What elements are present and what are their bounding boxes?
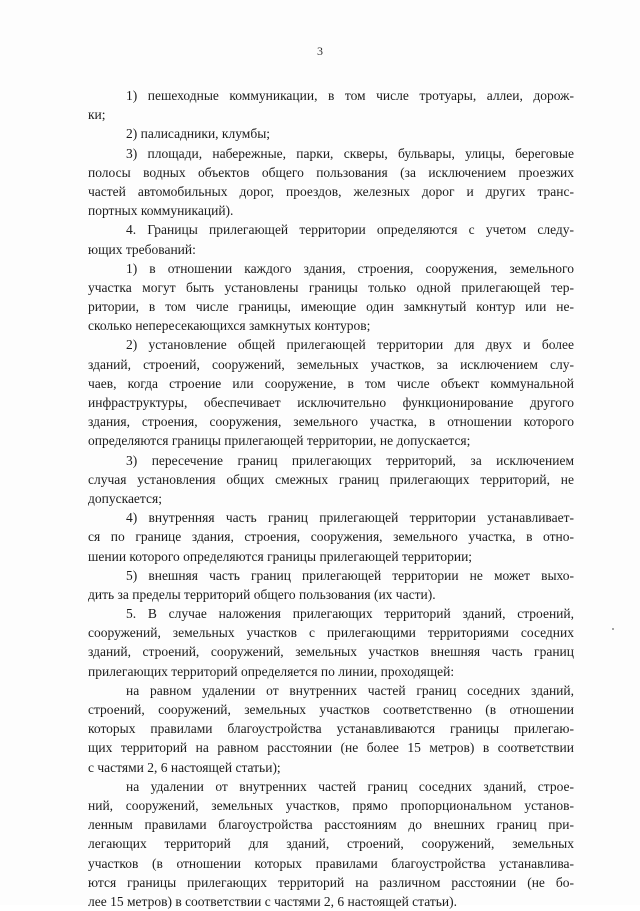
text-line: ний, сооружений, земельных участков, прямо пропорциональном установ- xyxy=(88,797,574,813)
text-line: сооружений, земельных участков с прилегающими территориями соседних xyxy=(88,625,574,641)
text-line: 2) палисадники, клумбы; xyxy=(126,126,271,142)
text-line: строений, сооружений, земельных участков соответственно (в отношении xyxy=(88,702,574,717)
page-number: 3 xyxy=(317,44,323,58)
text-line: ки; xyxy=(88,107,106,123)
text-line: 2) установление общей прилегающей территории для двух и более xyxy=(126,337,574,353)
text-line: здания, строения, сооружения, земельного участка, в отношении которого xyxy=(88,414,574,430)
text-line: 4. Границы прилегающей территории определяются с учетом следу- xyxy=(126,222,574,238)
text-line: инфраструктуры, обеспечивает исключительно функционирование другого xyxy=(88,395,574,410)
text-line: которых правилами благоустройства устанавливаются границы прилегаю- xyxy=(88,721,574,737)
text-line: шении которого определяются границы прилегающей территории; xyxy=(88,548,473,564)
text-line: 3) площади, набережные, парки, скверы, бульвары, улицы, береговые xyxy=(126,145,574,161)
text-line: сколько непересекающихся замкнутых контуров; xyxy=(88,318,371,334)
text-line: ленным правилами благоустройства расстояниям до внешних границ при- xyxy=(88,817,574,833)
text-line: 4) внутренняя часть границ прилегающей территории устанавливает- xyxy=(126,510,574,526)
text-line: на удалении от внутренних частей границ соседних зданий, строе- xyxy=(126,778,574,794)
text-line: на равном удалении от внутренних частей границ соседних зданий, xyxy=(126,682,574,698)
text-line: портных коммуникаций). xyxy=(88,203,234,219)
text-line: щих территорий на равном расстоянии (не более 15 метров) в соответствии xyxy=(88,740,574,756)
text-line: 5) внешняя часть границ прилегающей территории не может выхо- xyxy=(126,567,574,583)
text-line: легающих территорий для зданий, строений, сооружений, земельных xyxy=(88,836,574,852)
scan-speck xyxy=(612,628,614,630)
text-line: частей автомобильных дорог, проездов, железных дорог и других транс- xyxy=(88,183,574,199)
text-line: 5. В случае наложения прилегающих территорий зданий, строений, xyxy=(126,606,574,622)
text-line: случая установления общих смежных границ прилегающих территорий, не xyxy=(88,471,574,487)
text-line: 1) пешеходные коммуникации, в том числе тротуары, аллеи, дорож- xyxy=(126,88,574,103)
text-line: 1) в отношении каждого здания, строения, сооружения, земельного xyxy=(126,260,574,276)
text-line: дить за пределы территорий общего пользования (их части). xyxy=(88,586,436,602)
text-line: ритории, в том числе границы, имеющие один замкнутый контур или не- xyxy=(88,299,574,315)
text-line: ются границы прилегающих территорий на различном расстоянии (не бо- xyxy=(88,874,574,890)
document-body xyxy=(88,86,574,911)
text-line: участка могут быть установлены границы только одной прилегающей тер- xyxy=(88,279,574,295)
text-line: 3) пересечение границ прилегающих территорий, за исключением xyxy=(126,452,574,468)
text-line: чаев, когда строение или сооружение, в том числе объект коммунальной xyxy=(88,375,574,391)
text-line: с частями 2, 6 настоящей статьи); xyxy=(88,759,281,775)
text-line: участков (в отношении которых правилами благоустройства устанавлива- xyxy=(88,855,574,871)
text-line: прилегающих территорий определяется по линии, проходящей: xyxy=(88,663,455,679)
text-line: лее 15 метров) в соответствии с частями 2, 6 настоящей статьи). xyxy=(88,893,458,909)
text-line: полосы водных объектов общего пользования (за исключением проезжих xyxy=(88,164,574,180)
text-line: допускается; xyxy=(88,490,162,506)
text-line: зданий, строений, сооружений, земельных участков внешняя часть границ xyxy=(88,644,574,660)
text-line: определяются границы прилегающей территории, не допускается; xyxy=(88,433,471,449)
text-line: ся по границе здания, строения, сооружения, земельного участка, в отно- xyxy=(88,529,574,545)
text-line: зданий, строений, сооружений, земельных участков, за исключением слу- xyxy=(88,356,574,372)
text-line: ющих требований: xyxy=(88,241,196,257)
